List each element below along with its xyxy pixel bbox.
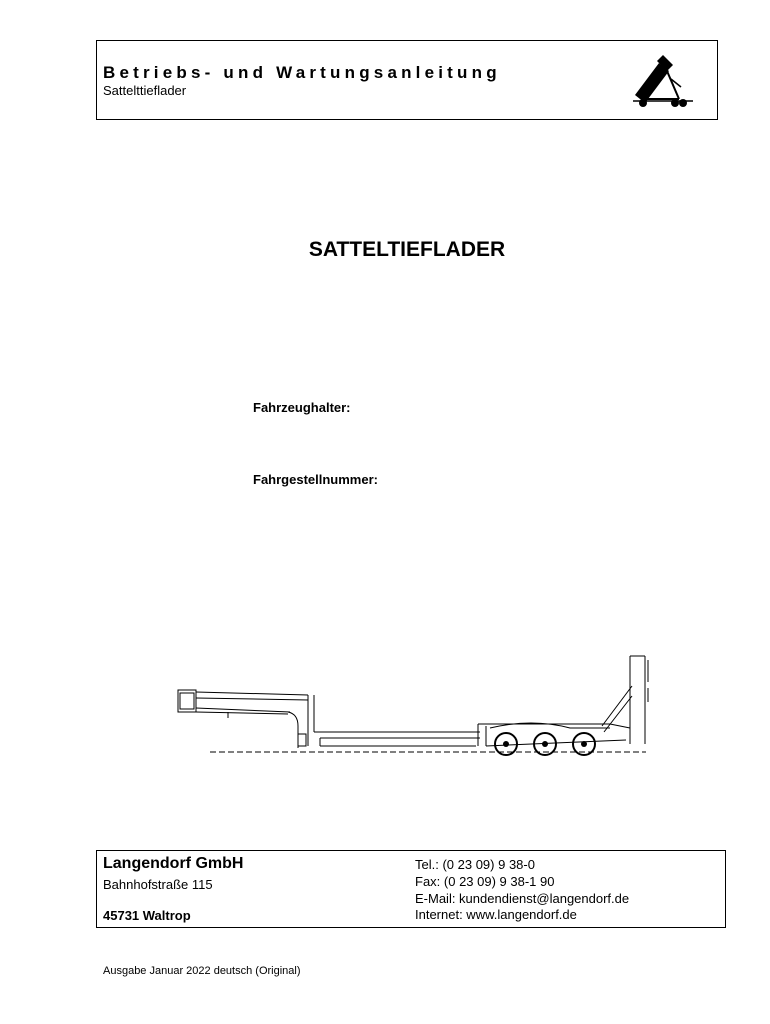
company-website: Internet: www.langendorf.de xyxy=(415,907,577,922)
company-email: E-Mail: kundendienst@langendorf.de xyxy=(415,891,630,906)
company-city: 45731 Waltrop xyxy=(103,908,191,923)
low-loader-trailer-icon xyxy=(170,648,660,763)
manufacturer-box xyxy=(96,850,726,928)
manual-title: Betriebs- und Wartungsanleitung xyxy=(103,63,501,82)
tipper-trailer-icon xyxy=(629,49,697,111)
header-box xyxy=(96,40,718,120)
document-title: SATTELTIEFLADER xyxy=(308,238,506,261)
manual-subtitle: Sattelttieflader xyxy=(103,83,187,98)
company-phone: Tel.: (0 23 09) 9 38-0 xyxy=(415,857,535,872)
vehicle-owner-label: Fahrzeughalter: xyxy=(253,400,351,415)
edition-note: Ausgabe Januar 2022 deutsch (Original) xyxy=(103,965,301,977)
company-name: Langendorf GmbH xyxy=(103,855,244,872)
company-fax: Fax: (0 23 09) 9 38-1 90 xyxy=(415,874,555,889)
chassis-number-label: Fahrgestellnummer: xyxy=(253,472,378,487)
company-street: Bahnhofstraße 115 xyxy=(103,877,213,892)
